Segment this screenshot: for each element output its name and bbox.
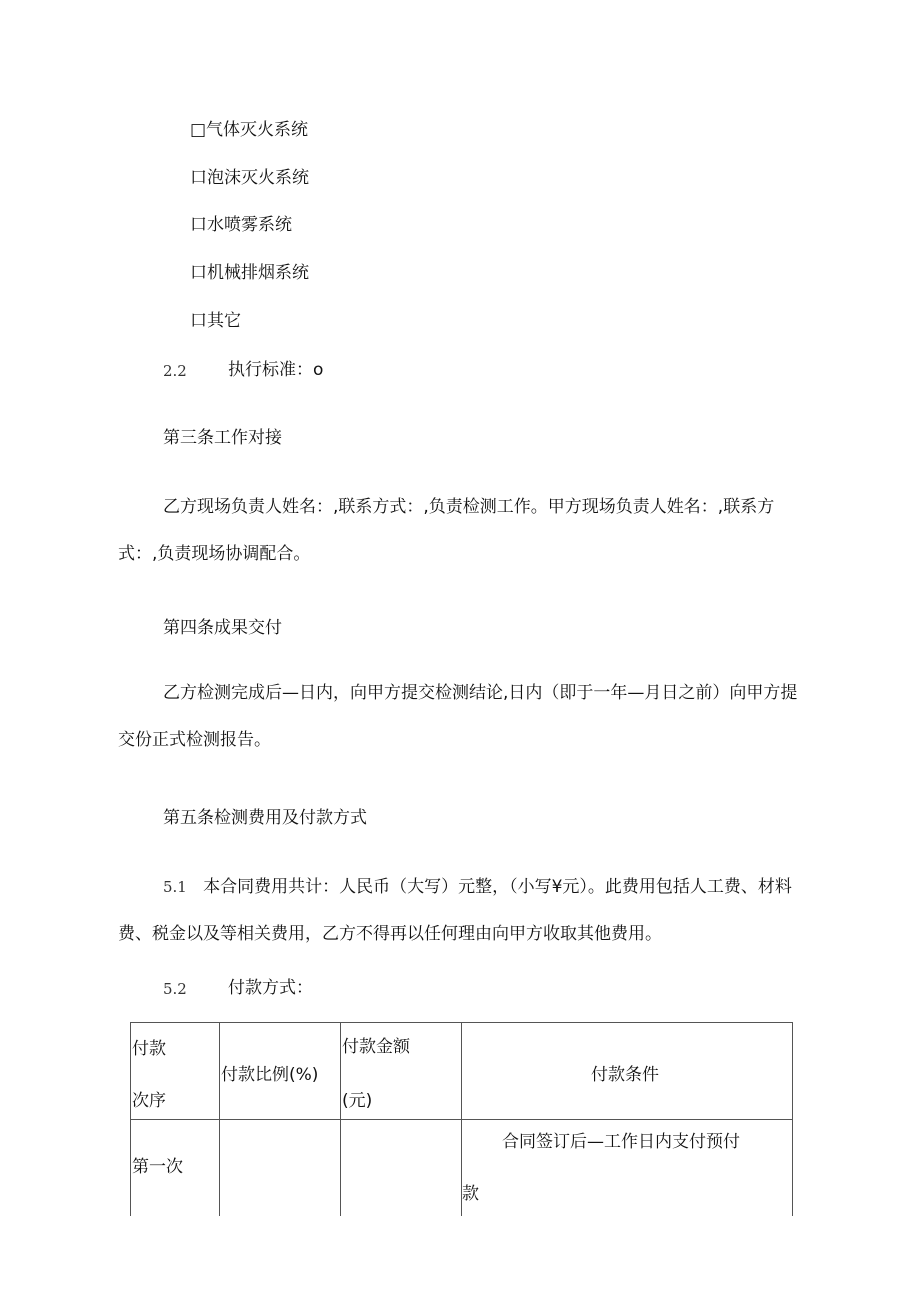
section-2-2-text: 执行标准：o <box>228 360 324 380</box>
section-number-2-2: 2.2 <box>163 362 187 380</box>
table-row <box>131 1120 793 1217</box>
header-payment-amount <box>341 1023 462 1120</box>
header-amount-line1: 付款金额 <box>342 1037 410 1057</box>
header-amount-line2: (元) <box>342 1091 373 1111</box>
row1-ratio-cell <box>220 1120 341 1217</box>
article-3-heading: 第三条工作对接 <box>163 428 282 448</box>
row1-amount-cell <box>341 1120 462 1217</box>
section-5-1 <box>118 864 798 958</box>
row1-condition-line1: 合同签订后—工作日内支付预付 <box>502 1132 740 1152</box>
article-4-heading: 第四条成果交付 <box>163 618 282 638</box>
header-order-line2: 次序 <box>132 1091 166 1111</box>
row1-order: 第一次 <box>132 1157 183 1177</box>
row1-condition-line2: 款 <box>462 1184 479 1204</box>
header-payment-ratio <box>220 1023 341 1120</box>
section-5-2-text: 付款方式： <box>228 978 313 998</box>
section-number-5-2: 5.2 <box>163 980 187 998</box>
header-order-line1: 付款 <box>132 1039 166 1059</box>
section-number-5-1: 5.1 <box>163 878 187 896</box>
article-5-heading: 第五条检测费用及付款方式 <box>163 808 367 828</box>
section-5-1-text: 本合同费用共计：人民币（大写）元整，（小写¥元）。此费用包括人工费、材料费、税金以及等相关费用，乙方不得再以任何理由向甲方收取其他费用。 <box>118 877 792 944</box>
article-4-body-text: 乙方检测完成后—日内，向甲方提交检测结论,日内（即于一年—月日之前）向甲方提交份正式检测报告。 <box>118 683 798 750</box>
payment-table <box>130 1022 793 1216</box>
header-payment-order <box>131 1023 220 1120</box>
system-item-gas: □气体灭火系统 <box>190 120 309 140</box>
row1-condition-cell <box>462 1120 793 1217</box>
system-item-other: 口其它 <box>190 311 241 331</box>
system-item-smoke-exhaust: 口机械排烟系统 <box>190 263 309 283</box>
row1-order-cell <box>131 1120 220 1217</box>
article-3-body <box>118 484 798 578</box>
article-4-body <box>118 670 798 764</box>
system-item-foam: 口泡沫灭火系统 <box>190 168 309 188</box>
article-3-body-text: 乙方现场负责人姓名：,联系方式：,负责检测工作。甲方现场负责人姓名：,联系方式：,负责现场协调配合。 <box>118 497 775 564</box>
header-payment-condition <box>462 1023 793 1120</box>
header-condition-label: 付款条件 <box>591 1065 659 1085</box>
system-item-water-spray: 口水喷雾系统 <box>190 215 292 235</box>
table-header-row <box>131 1023 793 1120</box>
header-ratio-label: 付款比例(%) <box>221 1065 319 1085</box>
